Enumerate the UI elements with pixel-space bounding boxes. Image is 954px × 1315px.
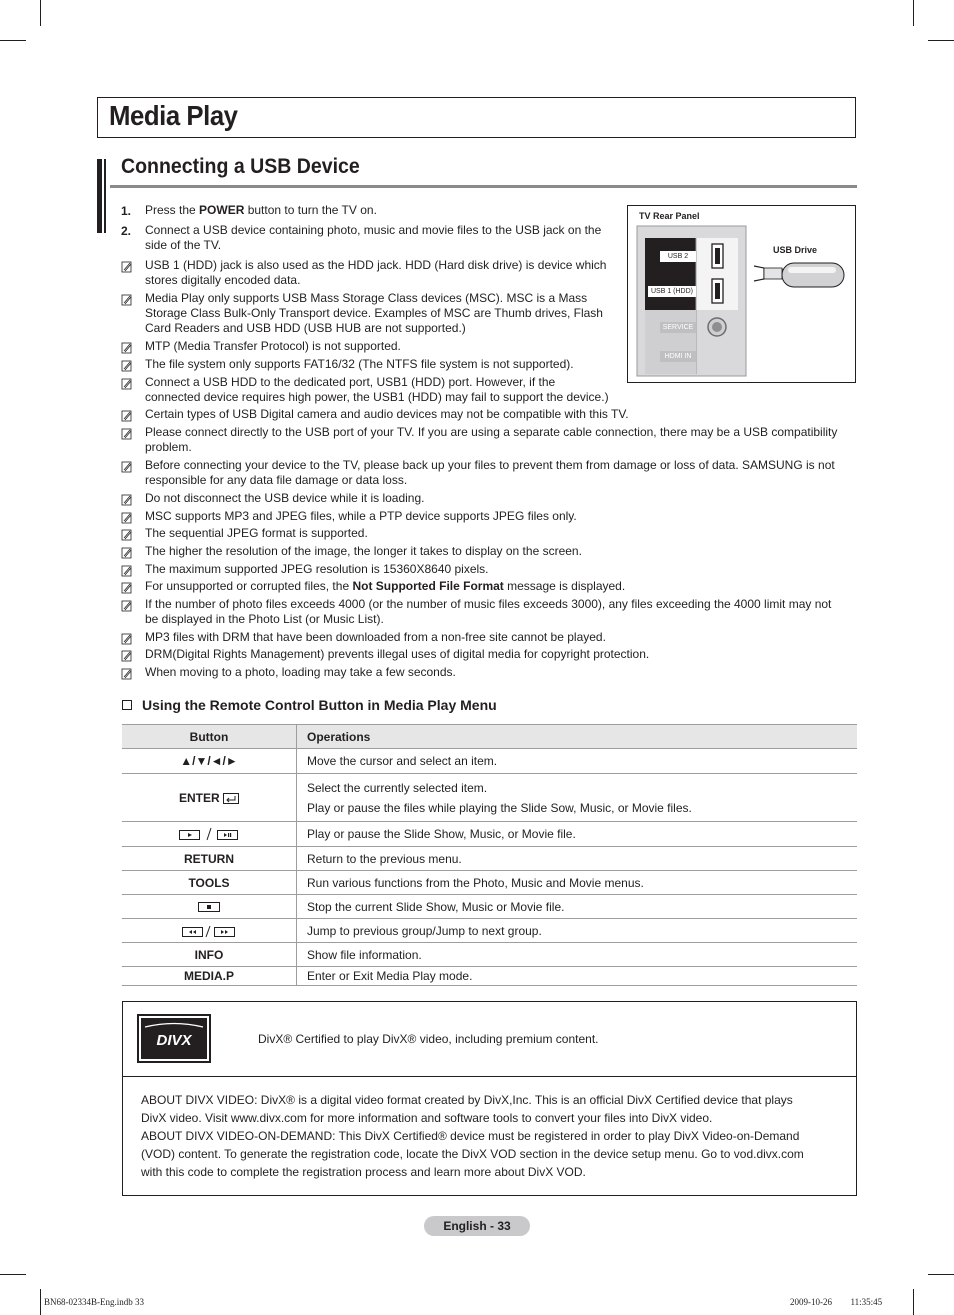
operation-cell: Return to the previous menu. (297, 847, 858, 871)
column-header-operations: Operations (297, 725, 858, 749)
note-icon (121, 564, 133, 576)
note-icon (121, 359, 133, 371)
table-row (122, 749, 857, 774)
divx-info-box (122, 1001, 857, 1196)
note-text: stores digitally encoded data. (145, 273, 301, 287)
table-header-row (122, 725, 857, 749)
note-text: For unsupported or corrupted files, the Not Supported File Format message is displayed. (145, 579, 626, 593)
operation-cell: Select the currently selected item. Play or pause the files while playing the Slide Sow, Music, or Movie files. (297, 774, 858, 822)
column-header-button: Button (122, 725, 297, 749)
crop-mark (913, 1289, 914, 1315)
operation-cell: Enter or Exit Media Play mode. (297, 967, 858, 986)
crop-mark (928, 40, 954, 41)
subsection-heading: Using the Remote Control Button in Media Play Menu (122, 697, 497, 713)
table-row (122, 774, 857, 822)
table-row (122, 871, 857, 895)
note-text: Please connect directly to the USB port of your TV. If you are using a separate cable connection, there may be a USB compatibility (145, 425, 838, 439)
step-number: 1. (121, 204, 132, 218)
operation-cell: Jump to previous group/Jump to next group. (297, 919, 858, 943)
note-text: Do not disconnect the USB device while it is loading. (145, 491, 425, 505)
note-text: The maximum supported JPEG resolution is 15360X8640 pixels. (145, 562, 489, 576)
divx-about-line: ABOUT DIVX VIDEO-ON-DEMAND: This DivX Certified® device must be registered in order to play DivX Video-on-Demand (141, 1129, 800, 1143)
step-number: 2. (121, 224, 132, 238)
note-icon (121, 546, 133, 558)
drive-label: USB Drive (773, 245, 818, 255)
page-number: English - 33 (424, 1216, 530, 1236)
crop-mark (928, 1274, 954, 1275)
enter-icon (223, 793, 239, 804)
note-text: The higher the resolution of the image, the longer it takes to display on the screen. (145, 544, 582, 558)
stop-button-cell (122, 895, 297, 919)
divx-about-line: ABOUT DIVX VIDEO: DivX® is a digital video format created by DivX,Inc. This is an official DivX Certified device that plays (141, 1093, 793, 1107)
skip-buttons-cell (122, 919, 297, 943)
operation-cell: Run various functions from the Photo, Music and Movie menus. (297, 871, 858, 895)
note-text: If the number of photo files exceeds 4000 (or the number of music files exceeds 3000), any files exceeding the 4000 limit may not (145, 597, 832, 611)
note-text: DRM(Digital Rights Management) prevents illegal uses of digital media for copyright protection. (145, 647, 650, 661)
divx-certified-text: DivX® Certified to play DivX® video, including premium content. (258, 1032, 599, 1046)
table-row (122, 847, 857, 871)
note-icon (121, 493, 133, 505)
note-text: Certain types of USB Digital camera and audio devices may not be compatible with this TV. (145, 407, 629, 421)
note-text: MTP (Media Transfer Protocol) is not supported. (145, 339, 401, 353)
return-button-cell: RETURN (122, 847, 297, 871)
note-text: problem. (145, 440, 192, 454)
note-icon (121, 260, 133, 272)
play-pause-buttons-cell (122, 822, 297, 847)
rewind-fastforward-icon (182, 925, 236, 938)
note-text: MP3 files with DRM that have been downloaded from a non-free site cannot be played. (145, 630, 606, 644)
note-text: MSC supports MP3 and JPEG files, while a PTP device supports JPEG files only. (145, 509, 577, 523)
section-rule (110, 185, 857, 188)
operation-cell: Move the cursor and select an item. (297, 749, 858, 774)
table-row (122, 822, 857, 847)
crop-mark (0, 40, 26, 41)
note-icon (121, 341, 133, 353)
note-text: Connect a USB HDD to the dedicated port, USB1 (HDD) port. However, if the (145, 375, 556, 389)
table-row (122, 943, 857, 967)
operation-cell: Play or pause the Slide Show, Music, or Movie file. (297, 822, 858, 847)
note-text: When moving to a photo, loading may take a few seconds. (145, 665, 456, 679)
operation-cell: Show file information. (297, 943, 858, 967)
note-text: Before connecting your device to the TV, please back up your files to prevent them from damage or loss of data. SAMSUNG is not (145, 458, 835, 472)
operation-cell: Stop the current Slide Show, Music or Movie file. (297, 895, 858, 919)
table-row (122, 919, 857, 943)
checkbox-bullet-icon (122, 700, 132, 710)
svg-text:DIVX: DIVX (156, 1032, 192, 1049)
usb1-port-label: USB 1 (HDD) (648, 286, 696, 297)
note-text: Storage Class Bulk-Only Transport device. Examples of MSC are Thumb drives, Flash (145, 306, 603, 320)
table-row (122, 895, 857, 919)
crop-mark (0, 1274, 26, 1275)
crop-mark (40, 1289, 41, 1315)
divx-about-line: DivX video. Visit www.divx.com for more information and software tools to convert your files into DivX video. (141, 1111, 713, 1125)
note-icon (121, 649, 133, 661)
note-icon (121, 511, 133, 523)
note-text: The file system only supports FAT16/32 (The NTFS file system is not supported). (145, 357, 574, 371)
crop-mark (40, 0, 41, 26)
note-icon (121, 377, 133, 389)
step-text: side of the TV. (145, 238, 222, 252)
usb2-port-label: USB 2 (660, 251, 696, 262)
note-icon (121, 293, 133, 305)
step-text: Connect a USB device containing photo, music and movie files to the USB jack on the (145, 223, 602, 237)
service-port-label: SERVICE (660, 322, 696, 333)
note-icon (121, 599, 133, 611)
step-text: Press the POWER button to turn the TV on. (145, 203, 377, 217)
divider (123, 1076, 856, 1077)
divx-about-line: with this code to complete the registration process and learn more about DivX VOD. (141, 1165, 586, 1179)
note-icon (121, 427, 133, 439)
note-icon (121, 632, 133, 644)
usb-connection-diagram (627, 205, 856, 383)
note-icon (121, 409, 133, 421)
tools-button-cell: TOOLS (122, 871, 297, 895)
note-icon (121, 528, 133, 540)
note-icon (121, 667, 133, 679)
note-text: responsible for any data file damage or data loss. (145, 473, 408, 487)
note-text: be displayed in the Photo List (or Music List). (145, 612, 384, 626)
mediap-button-cell: MEDIA.P (122, 967, 297, 986)
stop-icon (198, 902, 220, 913)
divx-about-line: (VOD) content. To generate the registration code, locate the DivX VOD section in the device setup menu. Go to vod.divx.com (141, 1147, 804, 1161)
hdmi-port-label: HDMI IN (660, 351, 696, 362)
info-button-cell: INFO (122, 943, 297, 967)
remote-operations-table (122, 724, 857, 986)
page-title-box (97, 97, 856, 138)
crop-mark (913, 0, 914, 26)
play-pause-icon (179, 827, 239, 841)
panel-label: TV Rear Panel (639, 211, 700, 221)
enter-button-cell: ENTER (122, 774, 297, 822)
note-text: The sequential JPEG format is supported. (145, 526, 368, 540)
divx-logo-icon (137, 1014, 211, 1063)
note-text: Card Readers and USB HDD (USB HUB are not supported.) (145, 321, 466, 335)
table-row (122, 967, 857, 986)
footer-file: BN68-02334B-Eng.indb 33 (44, 1297, 144, 1307)
footer-date: 2009-10-26 ￿￿ 11:35:45 (790, 1297, 883, 1307)
note-text: connected device requires high power, the USB1 (HDD) may fail to support the device.) (145, 390, 609, 404)
section-title: Connecting a USB Device (121, 155, 360, 178)
page-title: Media Play (109, 100, 238, 131)
note-text: USB 1 (HDD) jack is also used as the HDD jack. HDD (Hard disk drive) is device which (145, 258, 607, 272)
note-text: Media Play only supports USB Mass Storage Class devices (MSC). MSC is a Mass (145, 291, 588, 305)
arrow-buttons-cell: ▲/▼/◄/► (122, 749, 297, 774)
note-icon (121, 581, 133, 593)
note-icon (121, 460, 133, 472)
divx-about-text (141, 1091, 804, 1181)
